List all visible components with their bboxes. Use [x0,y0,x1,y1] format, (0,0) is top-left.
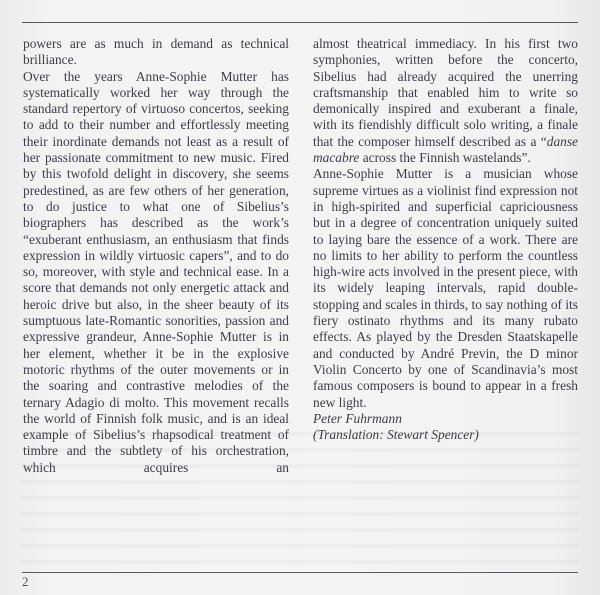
top-rule [22,22,578,23]
author-signature: Peter Fuhrmann [313,410,402,426]
left-column [23,36,289,476]
right-column [313,36,578,443]
show-through-text [22,425,578,565]
italic-danse-macabre: danse macabre [313,133,578,166]
paragraph-mutter-musician: Anne-Sophie Mutter is a musician whose supreme virtues as a violinist find expression not in high-spirited and superficial capriciousness but in a degree of concentration uniquely suited to laying bare the essence of a work. There are no limits to her ability to perform the countless high-wire acts involved in the present piece, with its widely leaping intervals, rapid double-stopping and scales in thirds, to say nothing of its fiery ostinato rhythms and its many rubato effects. As played by the Dresden Staatskapelle and conducted by André Previn, the D minor Violin Concerto by one of Scandinavia’s most famous composers is bound to appear in a fresh new light. [313,166,578,410]
paragraph-continued: powers are as much in demand as technical brilliance. [23,36,289,68]
translation-credit: (Translation: Stewart Spencer) [313,427,479,443]
text-after-italic: across the Finnish wastelands”. [359,150,531,166]
paragraph-sibelius-symphonies [313,36,578,166]
paragraph-mutter-repertory: Over the years Anne-Sophie Mutter has systematically worked her way through the standard repertory of virtuoso concertos, seeking to add to their number and effortlessly meeting their inordinate demands not least as a result of her passionate commitment to new music. Fired by this twofold delight in discovery, she seems predestined, as are few others of her generation, to do justice to what one of Sibelius’s biographers has described as the work’s “exuberant enthusiasm, an enthusiasm that finds expression in wildly virtuosic capers”, and to do so, moreover, with style and technical ease. In a score that demands not only energetic attack and heroic drive but also, in the sheer beauty of its sumptuous late-Romantic sonorities, passion and expressive grandeur, Anne-Sophie Mutter is in her element, whether it be in the explosive motoric rhythms of the outer movements or in the soaring and contrastive melodies of the ternary Adagio di molto. This movement recalls the world of Finnish folk music, and is an ideal example of Sibelius’s rhapsodical treatment of timbre and the subtlety of his orchestration, which acquires an [23,68,289,475]
bottom-rule [22,572,578,573]
text-before-italic: almost theatrical immediacy. In his first two symphonies, written before the concerto, Sibelius had already acquired the unerring craftsmanship that enabled him to write so demonically inspired and exuberant a finale, with its fiendishly difficult solo writing, a finale that the composer himself described as a “ [313,36,578,149]
page-number: 2 [22,574,29,589]
